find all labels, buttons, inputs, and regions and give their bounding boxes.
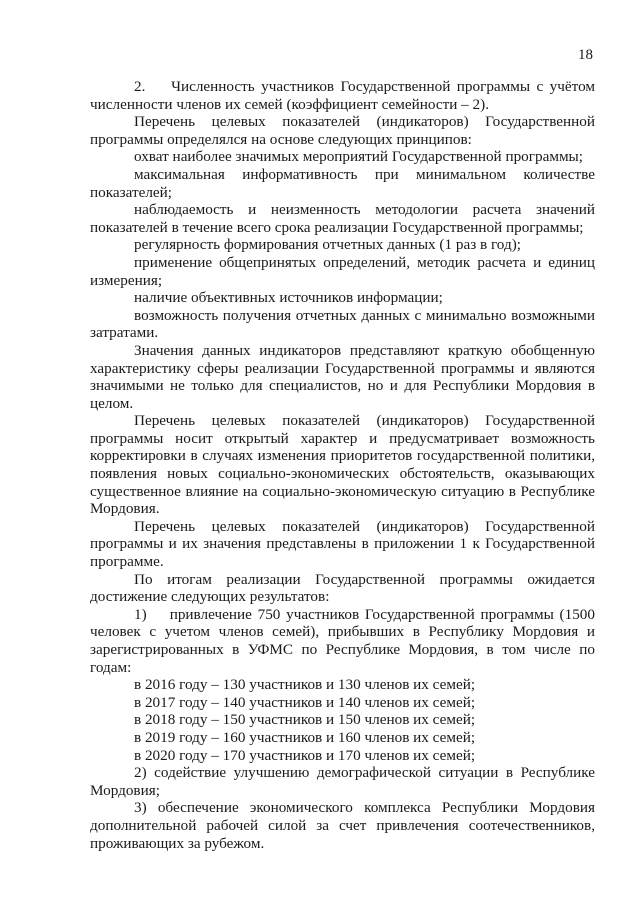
principle-item: охват наиболее значимых мероприятий Государственной программы; <box>134 148 583 166</box>
paragraph-appendix-reference: Перечень целевых показателей (индикаторов) Государственной программы и их значения представлены в приложении 1 к Государственной программе. <box>90 517 595 571</box>
year-line-2016: в 2016 году – 130 участников и 130 членов их семей; <box>134 676 476 694</box>
paragraph-expected-results-intro: По итогам реализации Государственной программы ожидается достижение следующих результатов: <box>90 570 595 606</box>
principle-item: наблюдаемость и неизменность методологии расчета значений показателей в течение всего срока реализации Государственной программы; <box>90 201 595 236</box>
paragraph-indicator-2: 2. Численность участников Государственной программы с учётом численности членов их семей (коэффициент семейности – 2). <box>90 78 595 113</box>
result-item-3: 3) обеспечение экономического комплекса Республики Мордовия дополнительной рабочей силой за счет привлечения соотечественников, проживающих за рубежом. <box>90 799 595 852</box>
principle-item: применение общепринятых определений, методик расчета и единиц измерения; <box>90 253 595 289</box>
document-body <box>90 78 595 852</box>
paragraph-list-open-character: Перечень целевых показателей (индикаторов) Государственной программы носит открытый характер и предусматривает возможность корректировки в случаях изменения приоритетов государственной политики, появления новых социально-экономических обстоятельств, оказывающих существенное влияние на социально-экономическую ситуацию в Республике Мордовия. <box>90 412 595 518</box>
principle-item: возможность получения отчетных данных с минимально возможными затратами. <box>90 306 595 342</box>
paragraph-principles-intro: Перечень целевых показателей (индикаторов) Государственной программы определялся на основе следующих принципов: <box>90 113 595 148</box>
result-item-2: 2) содействие улучшению демографической ситуации в Республике Мордовия; <box>90 764 595 799</box>
year-line-2020: в 2020 году – 170 участников и 170 членов их семей; <box>134 746 476 764</box>
principle-item: регулярность формирования отчетных данных (1 раз в год); <box>134 236 521 254</box>
result-item-1: 1) привлечение 750 участников Государственной программы (1500 человек с учетом членов семей), прибывших в Республику Мордовия и зарегистрированных в УФМС по Республике Мордовия, в том числе по годам: <box>90 605 595 676</box>
principle-item: наличие объективных источников информации; <box>134 289 443 307</box>
year-line-2019: в 2019 году – 160 участников и 160 членов их семей; <box>134 728 476 746</box>
principle-item: максимальная информативность при минимальном количестве показателей; <box>90 165 595 201</box>
year-line-2017: в 2017 году – 140 участников и 140 членов их семей; <box>134 693 476 711</box>
paragraph-indicator-values: Значения данных индикаторов представляют краткую обобщенную характеристику сферы реализации Государственной программы и являются значимыми не только для специалистов, но и для Республики Мордовия в целом. <box>90 341 595 412</box>
page-number: 18 <box>578 47 593 63</box>
year-line-2018: в 2018 году – 150 участников и 150 членов их семей; <box>134 711 476 729</box>
